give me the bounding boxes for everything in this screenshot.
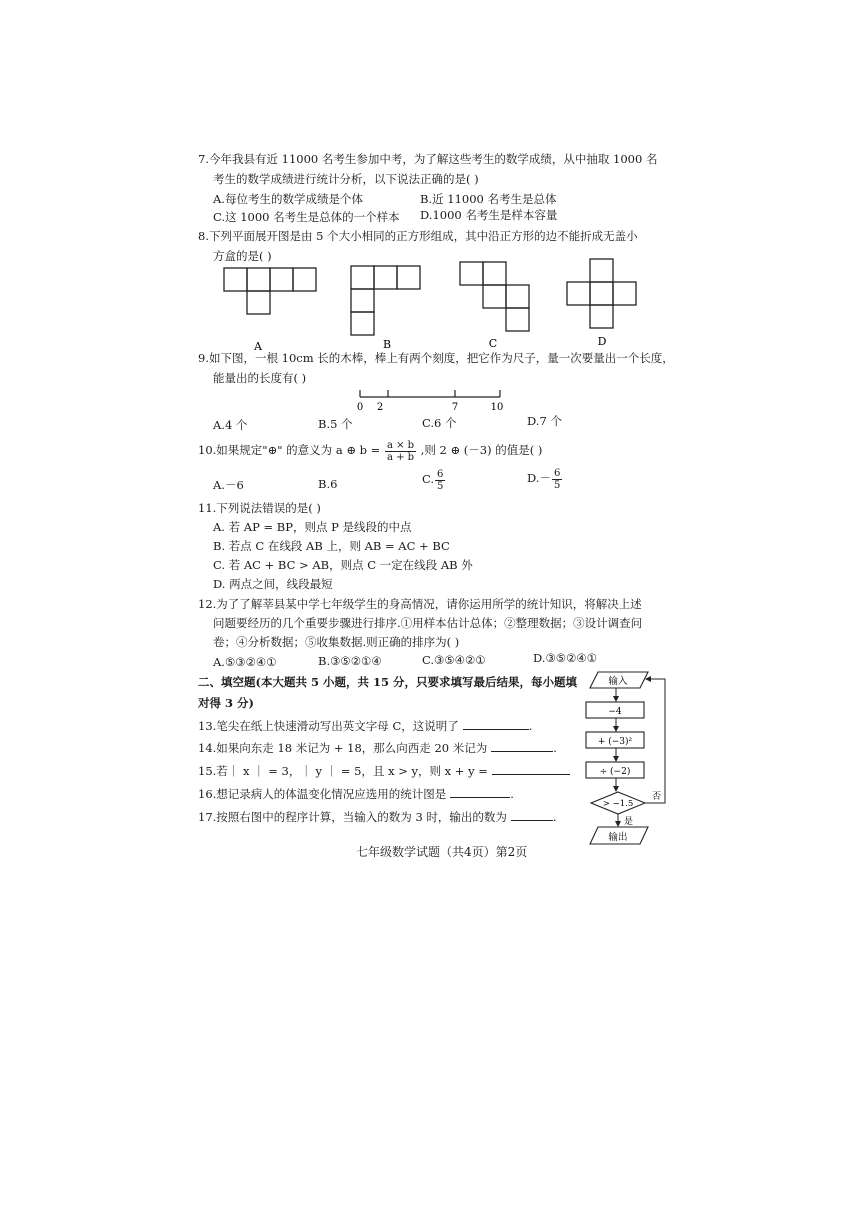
q14-answer-blank[interactable] <box>491 741 553 752</box>
flow-no-label: 否 <box>652 792 662 802</box>
q17-text: 17.按照右图中的程序计算，当输入的数为 3 时，输出的数为 <box>198 810 507 824</box>
q12-stem-line3: 卷；④分析数据；⑤收集数据.则正确的排序为( ) <box>213 635 460 649</box>
q8-net-figures <box>0 0 860 360</box>
net-c <box>460 262 529 331</box>
q10-stem-pre: 10.如果规定"⊕" 的意义为 a ⊕ b = <box>198 443 381 457</box>
q11-option-a: A. 若 AP = BP，则点 P 是线段的中点 <box>213 520 412 534</box>
q15 <box>198 764 570 779</box>
q8-stem-line2: 方盒的是( ) <box>213 249 272 263</box>
q10-stem <box>198 438 542 463</box>
q11-option-b: B. 若点 C 在线段 AB 上，则 AB = AC + BC <box>213 539 450 553</box>
section2-header-line2: 对得 3 分) <box>198 696 254 710</box>
section2-header-line1: 二、填空题(本大题共 5 小题，共 15 分，只要求填写最后结果，每小题填 <box>198 675 577 689</box>
ruler-tick-0: 0 <box>356 402 364 413</box>
ruler-tick-7: 7 <box>451 402 459 413</box>
q7-option-a: A.每位考生的数学成绩是个体 <box>213 192 363 206</box>
net-label-c: C <box>488 337 498 350</box>
q13-text: 13.笔尖在纸上快速滑动写出英文字母 C，这说明了 <box>198 719 459 733</box>
q10-option-c <box>422 467 446 492</box>
q10-definition-fraction <box>385 440 416 463</box>
flow-step2-label: + (−3)² <box>597 737 633 747</box>
q12-option-d: D.③⑤②④① <box>533 651 598 665</box>
q12-option-a: A.⑤③②④① <box>213 655 277 669</box>
page-footer: 七年级数学试题（共4页）第2页 <box>356 845 528 859</box>
q9-option-a: A.4 个 <box>213 418 248 432</box>
q10-option-d-letter: D.－ <box>527 471 551 485</box>
q10-d-num: 6 <box>553 467 561 479</box>
q7-stem-line2: 考生的数学成绩进行统计分析，以下说法正确的是( ) <box>213 172 479 186</box>
net-a <box>224 268 316 314</box>
q14: 14.如果向东走 18 米记为 + 18，那么向西走 20 米记为 . <box>198 741 557 755</box>
q9-ruler <box>340 384 520 416</box>
q10-option-c-fraction <box>435 469 445 492</box>
q10-frac-denominator: a + b <box>386 451 415 463</box>
q8-stem-line1: 8.下列平面展开图是由 5 个大小相同的正方形组成，其中沿正方形的边不能折成无盖小 <box>198 229 638 243</box>
q7-stem-line1: 7.今年我县有近 11000 名考生参加中考，为了解这些考生的数学成绩，从中抽取 1000 名 <box>198 152 658 166</box>
q9-stem-line1: 9.如下图，一根 10cm 长的木棒，棒上有两个刻度，把它作为尺子，量一次要量出一个长度， <box>198 351 674 365</box>
q9-option-b: B.5 个 <box>318 417 353 431</box>
flow-yes-label: 是 <box>624 817 634 827</box>
flow-input-label: 输入 <box>608 676 628 687</box>
q17-answer-blank[interactable] <box>511 810 553 821</box>
q10-c-den: 5 <box>437 480 444 492</box>
q10-frac-numerator: a × b <box>386 439 415 451</box>
q10-option-c-letter: C. <box>422 472 435 486</box>
q7-option-d: D.1000 名考生是样本容量 <box>420 208 558 222</box>
net-label-a: A <box>254 340 262 353</box>
q10-option-d <box>527 466 563 491</box>
q15-text: 15.若｜ x ｜ = 3，｜ y ｜ = 5，且 x > y，则 x + y = <box>198 764 488 778</box>
q9-stem-line2: 能量出的长度有( ) <box>213 371 307 385</box>
q16-text: 16.想记录病人的体温变化情况应选用的统计图是 <box>198 787 447 801</box>
q10-option-b: B.6 <box>318 477 338 491</box>
net-label-b: B <box>382 338 392 351</box>
net-b <box>351 266 420 335</box>
q12-stem-line2: 问题要经历的几个重要步骤进行排序.①用样本估计总体；②整理数据；③设计调查问 <box>213 616 643 630</box>
flow-output-label: 输出 <box>608 832 628 843</box>
q9-option-d: D.7 个 <box>527 414 562 428</box>
q15-answer-blank[interactable] <box>492 764 570 775</box>
q12-stem-line1: 12.为了了解莘县某中学七年级学生的身高情况，请你运用所学的统计知识，将解决上述 <box>198 597 642 611</box>
net-d <box>567 259 636 328</box>
q13-answer-blank[interactable] <box>463 719 529 730</box>
flowchart <box>570 664 680 854</box>
flow-condition-label: > −1.5 <box>602 799 634 809</box>
ruler-tick-10: 10 <box>490 402 504 413</box>
q12-option-c: C.③⑤④②① <box>422 653 486 667</box>
net-label-d: D <box>597 335 607 348</box>
q10-stem-post: ,则 2 ⊕ (－3) 的值是( ) <box>420 443 543 457</box>
q10-c-num: 6 <box>437 468 444 480</box>
ruler-tick-2: 2 <box>376 402 384 413</box>
q16-answer-blank[interactable] <box>450 787 510 798</box>
q7-option-c: C.这 1000 名考生是总体的一个样本 <box>213 210 400 224</box>
q11-option-c: C. 若 AC + BC > AB，则点 C 一定在线段 AB 外 <box>213 558 473 572</box>
q10-d-den: 5 <box>553 479 561 491</box>
q13: 13.笔尖在纸上快速滑动写出英文字母 C，这说明了 . <box>198 719 533 733</box>
q17: 17.按照右图中的程序计算，当输入的数为 3 时，输出的数为 . <box>198 810 557 824</box>
q12-option-b: B.③⑤②①④ <box>318 654 382 668</box>
q11-stem: 11.下列说法错误的是( ) <box>198 501 321 515</box>
q10-option-d-fraction <box>552 468 562 491</box>
q9-option-c: C.6 个 <box>422 416 457 430</box>
flow-step1-label: −4 <box>608 707 622 717</box>
q11-option-d: D. 两点之间，线段最短 <box>213 577 333 591</box>
q14-text: 14.如果向东走 18 米记为 + 18，那么向西走 20 米记为 <box>198 741 488 755</box>
q16: 16.想记录病人的体温变化情况应选用的统计图是 . <box>198 787 514 801</box>
flow-step3-label: ÷ (−2) <box>599 767 631 777</box>
q10-option-a: A.－6 <box>213 478 244 492</box>
q7-option-b: B.近 11000 名考生是总体 <box>420 192 557 206</box>
